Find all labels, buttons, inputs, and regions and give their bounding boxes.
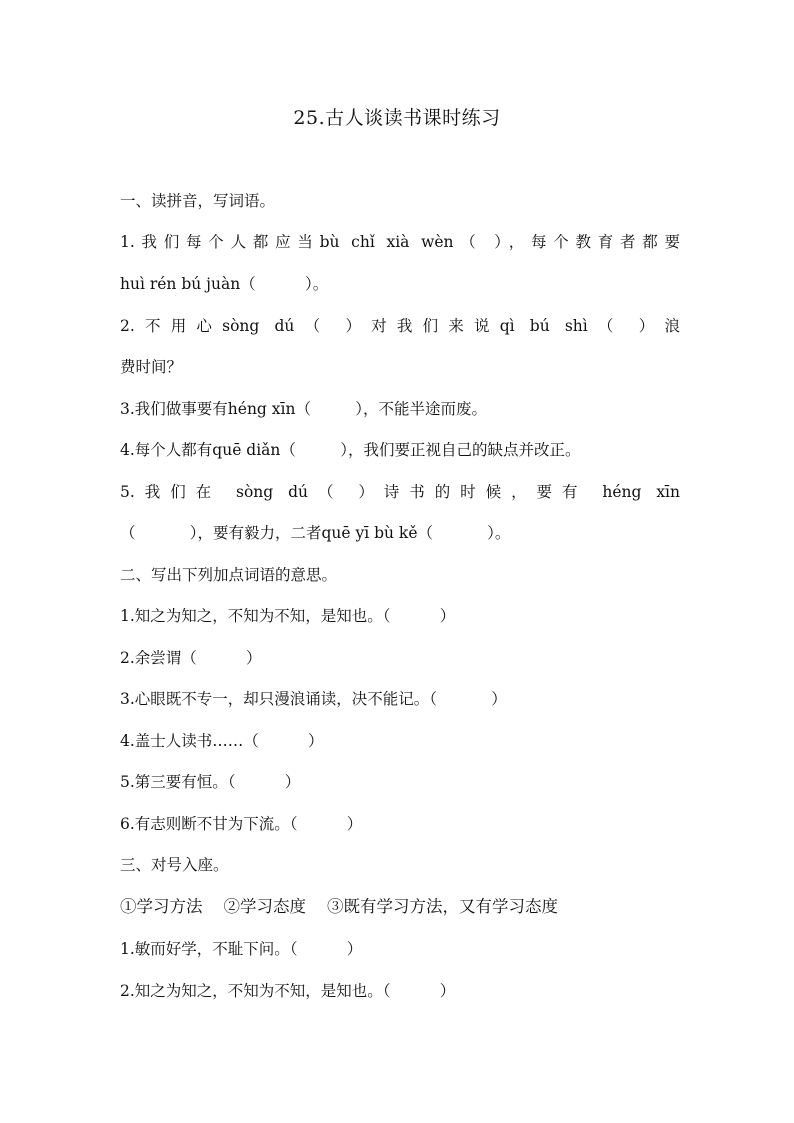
question-line: 5.我们在 sòng dú（ ）诗书的时候，要有 héng xīn <box>120 483 680 501</box>
question-line: 1.敏而好学，不耻下问。（ ） <box>120 940 363 958</box>
question-line: 5.第三要有恒。（ ） <box>120 773 301 791</box>
question-line: 1.我们每个人都应当bù chǐ xià wèn（ ），每个教育者都要 <box>120 233 680 251</box>
question-line: 费时间？ <box>120 358 183 376</box>
question-line: 4.盖士人读书……（ ） <box>120 732 324 750</box>
question-line: 3.心眼既不专一，却只漫浪诵读，决不能记。（ ） <box>120 690 507 708</box>
question-line: 2.知之为知之，不知为不知，是知也。（ ） <box>120 982 456 1000</box>
option-list: ①学习方法 ②学习态度 ③既有学习方法，又有学习态度 <box>120 897 558 916</box>
section-heading-2: 二、写出下列加点词语的意思。 <box>120 566 338 584</box>
question-line: 1.知之为知之，不知为不知，是知也。（ ） <box>120 607 456 625</box>
page-title: 25.古人谈读书课时练习 <box>293 107 501 129</box>
question-line: 6.有志则断不甘为下流。（ ） <box>120 815 363 833</box>
question-line: （ ），要有毅力，二者quē yī bù kě（ ）。 <box>120 524 511 542</box>
question-line: 3.我们做事要有héng xīn（ ），不能半途而废。 <box>120 400 488 418</box>
question-line: 4.每个人都有quē diǎn（ ），我们要正视自己的缺点并改正。 <box>120 441 581 459</box>
section-heading-3: 三、对号入座。 <box>120 856 229 874</box>
question-line: 2.余尝谓（ ） <box>120 649 262 667</box>
question-line: 2.不用心sòng dú（ ）对我们来说qì bú shì（ ）浪 <box>120 317 680 335</box>
question-line: huì rén bú juàn（ ）。 <box>120 275 329 293</box>
section-heading-1: 一、读拼音，写词语。 <box>120 192 276 210</box>
